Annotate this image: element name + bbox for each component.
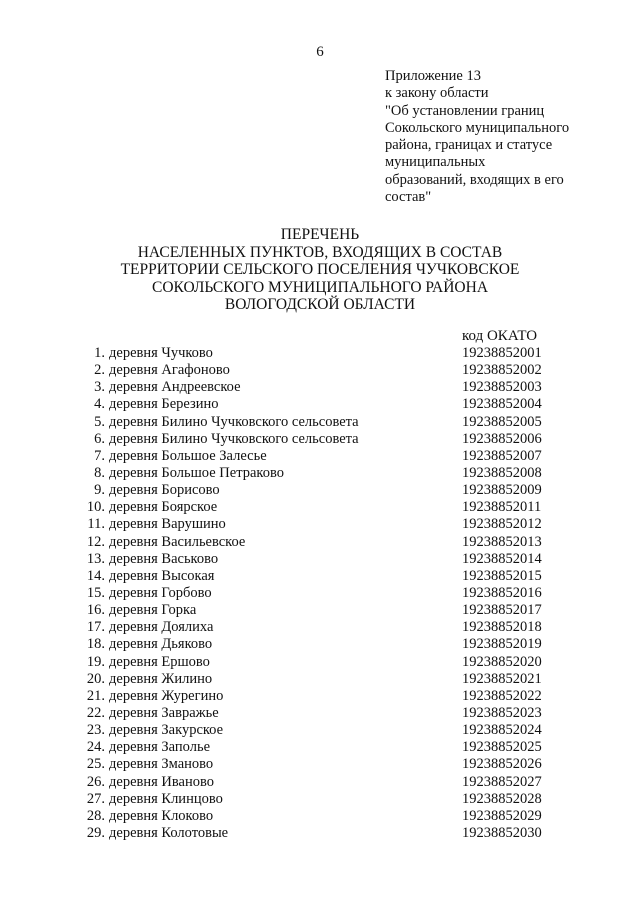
item-number: 17.: [86, 619, 105, 636]
list-item: [0, 619, 640, 636]
list-item: [0, 362, 640, 379]
list-item: [0, 825, 640, 842]
list-item: [0, 808, 640, 825]
page-number: 6: [316, 44, 324, 60]
heading-line: ПЕРЕЧЕНЬ: [280, 226, 360, 243]
okato-code: 19238852007: [462, 447, 542, 464]
settlement-list: [0, 345, 640, 842]
okato-code: 19238852009: [462, 482, 542, 499]
list-item: [0, 688, 640, 705]
okato-code: 19238852022: [462, 687, 542, 704]
list-item: [0, 774, 640, 791]
settlement-name: деревня Билино Чучковского сельсовета: [109, 430, 359, 447]
okato-code: 19238852019: [462, 636, 542, 653]
settlement-name: деревня Клинцово: [109, 790, 223, 807]
heading-line: СОКОЛЬСКОГО МУНИЦИПАЛЬНОГО РАЙОНА: [151, 278, 489, 296]
settlement-name: деревня Закурское: [109, 722, 224, 739]
okato-code: 19238852017: [462, 602, 542, 619]
appendix-line: "Об установлении границ: [385, 102, 545, 119]
item-number: 1.: [94, 345, 105, 361]
item-number: 11.: [87, 516, 105, 533]
list-item: [0, 414, 640, 431]
okato-code: 19238852014: [462, 550, 542, 567]
settlement-name: деревня Борисово: [109, 482, 220, 499]
item-number: 21.: [86, 687, 105, 704]
list-item: [0, 431, 640, 448]
appendix-line: муниципальных: [385, 154, 486, 171]
list-item: [0, 345, 640, 362]
list-item: [0, 465, 640, 482]
okato-code: 19238852011: [462, 499, 542, 516]
item-number: 27.: [86, 790, 105, 807]
list-item: [0, 482, 640, 499]
okato-code: 19238852013: [462, 533, 542, 550]
item-number: 28.: [86, 807, 105, 824]
item-number: 9.: [94, 482, 105, 499]
appendix-line: образований, входящих в его: [385, 171, 564, 188]
item-number: 7.: [94, 447, 105, 464]
list-item: [0, 499, 640, 516]
list-item: [0, 671, 640, 688]
settlement-name: деревня Андреевское: [109, 379, 241, 396]
settlement-name: деревня Журегино: [109, 687, 224, 704]
list-item: [0, 448, 640, 465]
item-number: 20.: [86, 670, 105, 687]
list-item: [0, 379, 640, 396]
list-item: [0, 534, 640, 551]
appendix-line: к закону области: [385, 85, 489, 102]
item-number: 16.: [86, 602, 105, 619]
list-item: [0, 585, 640, 602]
okato-code: 19238852030: [462, 824, 542, 841]
settlement-name: деревня Завражье: [109, 704, 219, 721]
okato-code: 19238852012: [462, 516, 542, 533]
settlement-name: деревня Варушино: [109, 516, 226, 533]
settlement-name: деревня Жилино: [109, 670, 213, 687]
okato-code: 19238852004: [462, 396, 542, 413]
settlement-name: деревня Ершово: [109, 653, 210, 670]
list-item: [0, 636, 640, 653]
item-number: 22.: [86, 704, 105, 721]
list-item: [0, 551, 640, 568]
settlement-name: деревня Клоково: [109, 807, 214, 824]
item-number: 26.: [86, 773, 105, 790]
document-heading: [0, 226, 640, 314]
okato-code: 19238852001: [462, 345, 542, 361]
settlement-name: деревня Горбово: [109, 584, 212, 601]
list-item: [0, 756, 640, 773]
item-number: 2.: [94, 362, 105, 379]
item-number: 23.: [86, 722, 105, 739]
item-number: 14.: [86, 567, 105, 584]
okato-code: 19238852006: [462, 430, 542, 447]
item-number: 24.: [86, 739, 105, 756]
item-number: 6.: [94, 430, 105, 447]
settlement-name: деревня Высокая: [109, 567, 215, 584]
item-number: 8.: [94, 464, 105, 481]
appendix-line: состав": [385, 189, 432, 206]
item-number: 18.: [86, 636, 105, 653]
okato-code: 19238852003: [462, 379, 542, 396]
item-number: 19.: [86, 653, 105, 670]
settlement-name: деревня Боярское: [109, 499, 218, 516]
settlement-name: деревня Дьяково: [109, 636, 213, 653]
item-number: 29.: [86, 824, 105, 841]
settlement-name: деревня Зманово: [109, 756, 214, 773]
appendix-line: Приложение 13: [385, 68, 481, 84]
settlement-name: деревня Колотовые: [109, 824, 229, 841]
list-item: [0, 654, 640, 671]
item-number: 25.: [86, 756, 105, 773]
list-item: [0, 602, 640, 619]
heading-line: ВОЛОГОДСКОЙ ОБЛАСТИ: [224, 296, 416, 313]
okato-code: 19238852024: [462, 722, 542, 739]
settlement-name: деревня Билино Чучковского сельсовета: [109, 413, 359, 430]
appendix-note: [385, 68, 625, 206]
list-item: [0, 739, 640, 756]
item-number: 4.: [94, 396, 105, 413]
settlement-name: деревня Агафоново: [109, 362, 230, 379]
settlement-name: деревня Васильевское: [109, 533, 246, 550]
settlement-name: деревня Заполье: [109, 739, 211, 756]
heading-line: НАСЕЛЕННЫХ ПУНКТОВ, ВХОДЯЩИХ В СОСТАВ: [137, 243, 503, 261]
okato-code: 19238852015: [462, 567, 542, 584]
settlement-name: деревня Большое Петраково: [109, 464, 284, 481]
list-item: [0, 516, 640, 533]
okato-code: 19238852020: [462, 653, 542, 670]
settlement-name: деревня Горка: [109, 602, 197, 619]
item-number: 5.: [94, 413, 105, 430]
settlement-name: деревня Доялиха: [109, 619, 214, 636]
code-column-header: код ОКАТО: [462, 328, 538, 344]
okato-code: 19238852027: [462, 773, 542, 790]
settlement-name: деревня Васьково: [109, 550, 219, 567]
okato-code: 19238852005: [462, 413, 542, 430]
okato-code: 19238852008: [462, 464, 542, 481]
heading-line: ТЕРРИТОРИИ СЕЛЬСКОГО ПОСЕЛЕНИЯ ЧУЧКОВСКОЕ: [120, 261, 520, 278]
settlement-name: деревня Иваново: [109, 773, 214, 790]
list-item: [0, 568, 640, 585]
item-number: 15.: [86, 584, 105, 601]
okato-code: 19238852021: [462, 670, 542, 687]
item-number: 13.: [86, 550, 105, 567]
okato-code: 19238852002: [462, 362, 542, 379]
item-number: 12.: [86, 533, 105, 550]
okato-code: 19238852026: [462, 756, 542, 773]
okato-code: 19238852028: [462, 790, 542, 807]
appendix-line: района, границах и статусе: [385, 137, 553, 154]
appendix-line: Сокольского муниципального: [385, 119, 570, 136]
settlement-name: деревня Большое Залесье: [109, 447, 267, 464]
okato-code: 19238852025: [462, 739, 542, 756]
item-number: 10.: [86, 499, 105, 516]
list-item: [0, 722, 640, 739]
item-number: 3.: [94, 379, 105, 396]
list-item: [0, 705, 640, 722]
okato-code: 19238852023: [462, 704, 542, 721]
okato-code: 19238852029: [462, 807, 542, 824]
settlement-name: деревня Березино: [109, 396, 219, 413]
list-item: [0, 791, 640, 808]
okato-code: 19238852018: [462, 619, 542, 636]
list-item: [0, 396, 640, 413]
settlement-name: деревня Чучково: [109, 345, 213, 361]
okato-code: 19238852016: [462, 584, 542, 601]
